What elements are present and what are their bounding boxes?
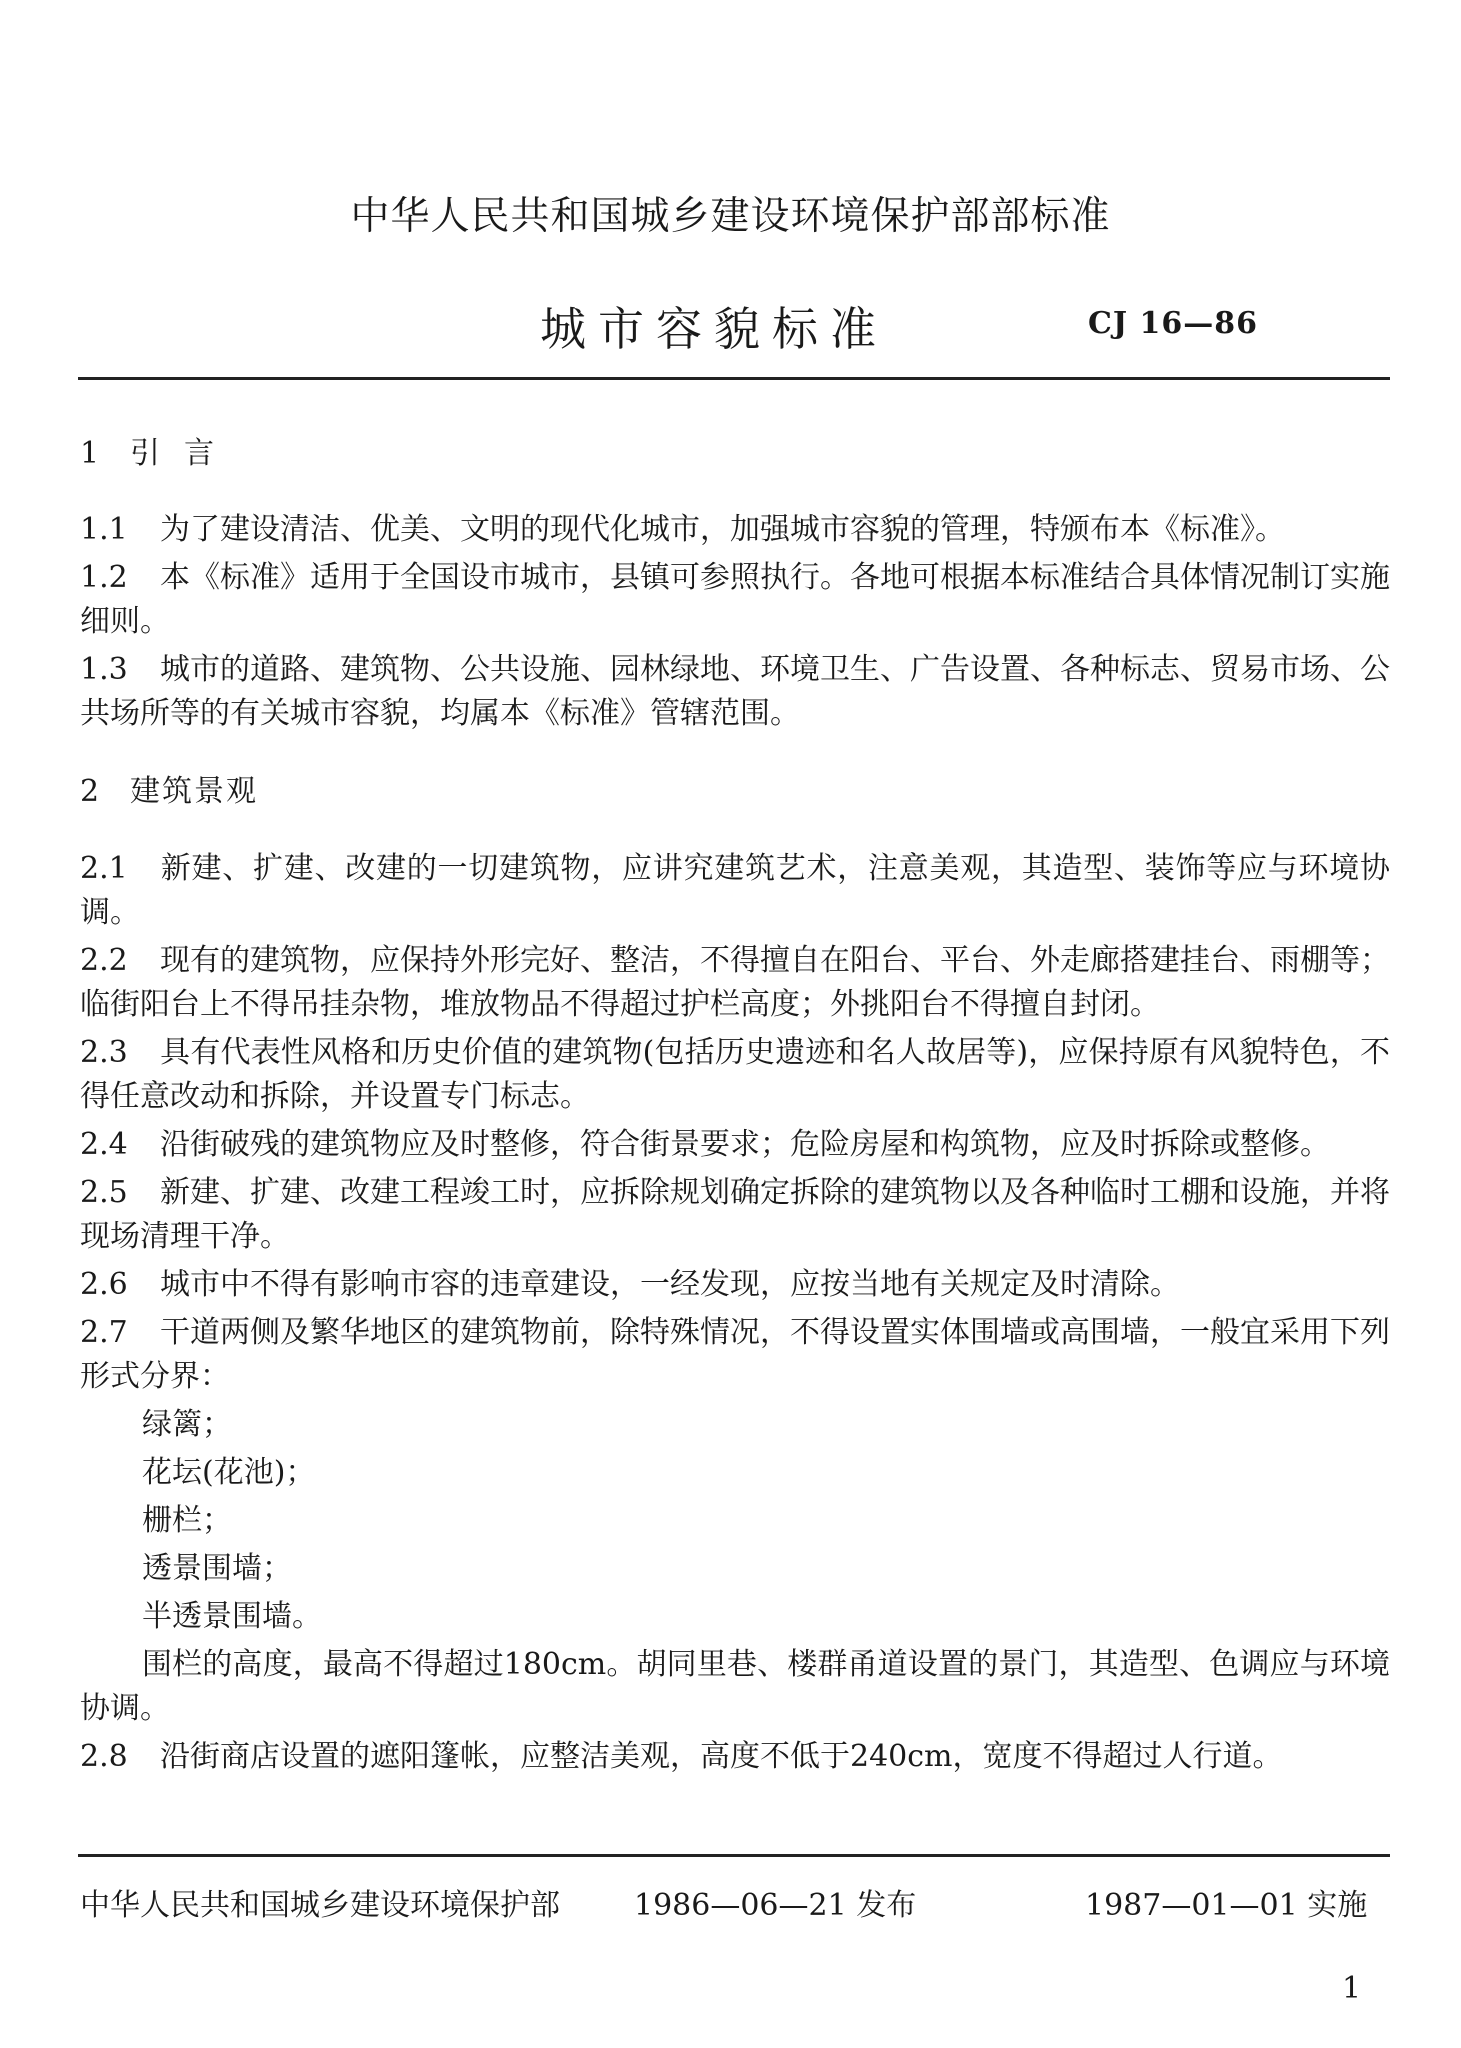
clause-number: 2.1 (80, 851, 128, 886)
clause-number: 2.6 (80, 1267, 128, 1302)
section-number: 2 (80, 774, 100, 809)
clause (80, 1171, 1390, 1259)
list-item: 绿篱； (142, 1407, 232, 1442)
clause (80, 556, 1390, 644)
section-title: 引言 (130, 436, 238, 471)
clause-text: 现有的建筑物，应保持外形完好、整洁，不得擅自在阳台、平台、外走廊搭建挂台、雨棚等；临街阳台上不得吊挂杂物，堆放物品不得超过护栏高度；外挑阳台不得擅自封闭。 (80, 943, 1390, 1022)
section-heading (80, 432, 1390, 476)
clause (80, 1735, 1390, 1779)
clause (80, 1263, 1390, 1307)
clause-number: 2.5 (80, 1175, 128, 1210)
page-number: 1 (1342, 1971, 1362, 2006)
clause-number: 1.3 (80, 652, 128, 687)
clause-number: 2.8 (80, 1739, 128, 1774)
section-heading (80, 770, 1390, 814)
clause (80, 1031, 1390, 1119)
clause-text: 为了建设清洁、优美、文明的现代化城市，加强城市容貌的管理，特颁布本《标准》。 (160, 512, 1285, 547)
clause-text: 沿街破残的建筑物应及时整修，符合街景要求；危险房屋和构筑物，应及时拆除或整修。 (160, 1127, 1330, 1162)
clause-number: 2.4 (80, 1127, 128, 1162)
clause (80, 508, 1390, 552)
section-number: 1 (80, 436, 100, 471)
clause-text: 干道两侧及繁华地区的建筑物前，除特殊情况，不得设置实体围墙或高围墙，一般宜采用下列形式分界： (80, 1315, 1390, 1394)
clause-text: 城市中不得有影响市容的违章建设，一经发现，应按当地有关规定及时清除。 (160, 1267, 1180, 1302)
clause (80, 939, 1390, 1027)
footer-issuer: 中华人民共和国城乡建设环境保护部 (80, 1888, 560, 1923)
clause (80, 648, 1390, 736)
list-item: 花坛(花池)； (142, 1455, 316, 1490)
list-item: 栅栏； (142, 1503, 232, 1538)
list-item: 半透景围墙。 (142, 1599, 322, 1634)
clause (80, 847, 1390, 935)
top-divider (78, 377, 1390, 380)
issuer-title: 中华人民共和国城乡建设环境保护部部标准 (350, 194, 1111, 239)
publish-date: 1986—06—21 发布 (634, 1888, 917, 1923)
bottom-divider (78, 1854, 1390, 1857)
clause-continuation: 围栏的高度，最高不得超过180cm。胡同里巷、楼群甬道设置的景门，其造型、色调应与环境协调。 (80, 1647, 1390, 1726)
clause-number: 2.2 (80, 943, 128, 978)
clause-text: 新建、扩建、改建工程竣工时，应拆除规划确定拆除的建筑物以及各种临时工棚和设施，并将现场清理干净。 (80, 1175, 1390, 1254)
clause-text: 城市的道路、建筑物、公共设施、园林绿地、环境卫生、广告设置、各种标志、贸易市场、公共场所等的有关城市容貌，均属本《标准》管辖范围。 (80, 652, 1390, 731)
standard-code: CJ 16—86 (1088, 306, 1259, 341)
clause (80, 1123, 1390, 1167)
document-body (80, 432, 1390, 1783)
clause (80, 1311, 1390, 1399)
clause-number: 1.1 (80, 512, 128, 547)
publication-footer (80, 1884, 1390, 1928)
clause-number: 1.2 (80, 560, 128, 595)
clause-number: 2.3 (80, 1035, 128, 1070)
clause-text: 本《标准》适用于全国设市城市，县镇可参照执行。各地可根据本标准结合具体情况制订实施细则。 (80, 560, 1390, 639)
effective-date: 1987—01—01 实施 (1085, 1888, 1368, 1923)
document-title: 城市容貌标准 (540, 302, 888, 356)
clause-text: 新建、扩建、改建的一切建筑物，应讲究建筑艺术，注意美观，其造型、装饰等应与环境协调。 (80, 851, 1390, 930)
clause-number: 2.7 (80, 1315, 128, 1350)
section-title: 建筑景观 (130, 774, 258, 809)
clause-text: 沿街商店设置的遮阳篷帐，应整洁美观，高度不低于240cm，宽度不得超过人行道。 (160, 1739, 1283, 1774)
list-item: 透景围墙； (142, 1551, 292, 1586)
clause-text: 具有代表性风格和历史价值的建筑物(包括历史遗迹和名人故居等)，应保持原有风貌特色，不得任意改动和拆除，并设置专门标志。 (80, 1035, 1390, 1114)
